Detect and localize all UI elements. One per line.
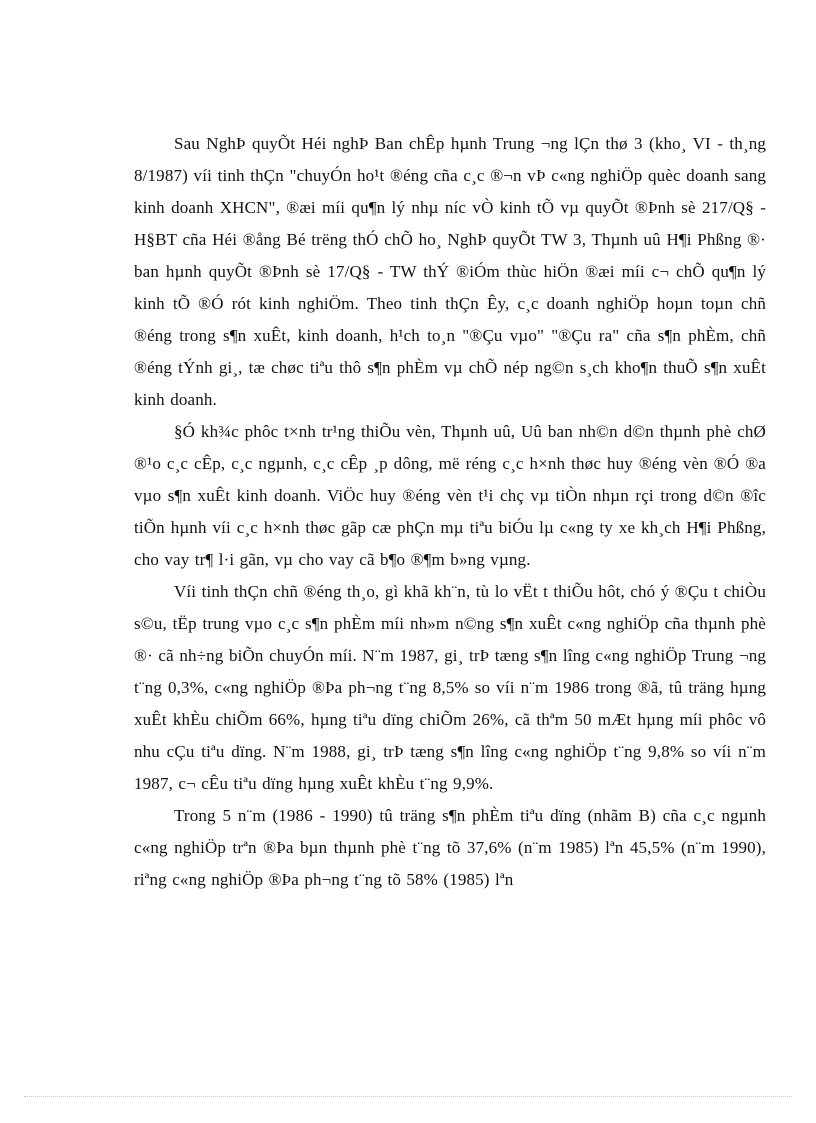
paragraph-3: Víi tinh thÇn chñ ®éng th¸o, gì khã kh¨n, tù lo vËt t thiÕu hôt, chó ý ®Çu t chiÒu s©u, tËp trung vµo c¸c s¶n phÈm míi nh»m n©ng s¶n xuÊt c«ng nghiÖp cña thµnh phè ®· cã nh÷ng biÕn chuyÓn míi. N¨m 1987, gi¸ trÞ tæng s¶n lîng c«ng nghiÖp Trung ¬ng t¨ng 0,3%, c«ng nghiÖp ®Þa ph¬ng t¨ng 8,5% so víi n¨m 1986 trong ®ã, tû träng hµng xuÊt khÈu chiÕm 66%, hµng tiªu dïng chiÕm 26%, cã thªm 50 mÆt hµng míi phôc vô nhu cÇu tiªu dïng. N¨m 1988, gi¸ trÞ tæng s¶n lîng c«ng nghiÖp t¨ng 9,8% so víi n¨m 1987, c¬ cÊu tiªu dïng hµng xuÊt khÈu t¨ng 9,9%. — [134, 582, 766, 793]
page-bottom-divider — [24, 1096, 792, 1097]
paragraph-4: Trong 5 n¨m (1986 - 1990) tû träng s¶n phÈm tiªu dïng (nhãm B) cña c¸c ngµnh c«ng nghiÖp trªn ®Þa bµn thµnh phè t¨ng tõ 37,6% (n¨m 1985) lªn 45,5% (n¨m 1990), riªng c«ng nghiÖp ®Þa ph¬ng t¨ng tõ 58% (1985) lªn — [134, 806, 766, 889]
paragraph-1: Sau NghÞ quyÕt Héi nghÞ Ban chÊp hµnh Trung ¬ng lÇn thø 3 (kho¸ VI - th¸ng 8/1987) víi tinh thÇn "chuyÓn ho¹t ®éng cña c¸c ®¬n vÞ c«ng nghiÖp quèc doanh sang kinh doanh XHCN", ®æi míi qu¶n lý nhµ níc vÒ kinh tÕ vµ quyÕt ®Þnh sè 217/Q§ - H§BT cña Héi ®ång Bé trëng thÓ chÕ ho¸ NghÞ quyÕt TW 3, Thµnh uû H¶i Phßng ®· ban hµnh quyÕt ®Þnh sè 17/Q§ - TW thÝ ®iÓm thùc hiÖn ®æi míi c¬ chÕ qu¶n lý kinh tÕ ®Ó rót kinh nghiÖm. Theo tinh thÇn Êy, c¸c doanh nghiÖp hoµn toµn chñ ®éng trong s¶n xuÊt, kinh doanh, h¹ch to¸n "®Çu vµo" "®Çu ra" cña s¶n phÈm, chñ ®éng tÝnh gi¸, tæ chøc tiªu thô s¶n phÈm vµ chÕ nép ng©n s¸ch kho¶n thuÕ s¶n xuÊt kinh doanh. — [134, 134, 766, 409]
document-page — [134, 128, 766, 896]
paragraph-2: §Ó kh¾c phôc t×nh tr¹ng thiÕu vèn, Thµnh uû, Uû ban nh©n d©n thµnh phè chØ ®¹o c¸c cÊp, c¸c ngµnh, c¸c cÊp ¸p dông, më réng c¸c h×nh thøc huy ®éng vèn ®Ó ®a vµo s¶n xuÊt kinh doanh. ViÖc huy ®éng vèn t¹i chç vµ tiÒn nhµn rçi trong d©n ®îc tiÕn hµnh víi c¸c h×nh thøc gãp cæ phÇn mµ tiªu biÓu lµ c«ng ty xe kh¸ch H¶i Phßng, cho vay tr¶ l·i gãn, vµ cho vay cã b¶o ®¶m b»ng vµng. — [134, 422, 766, 569]
